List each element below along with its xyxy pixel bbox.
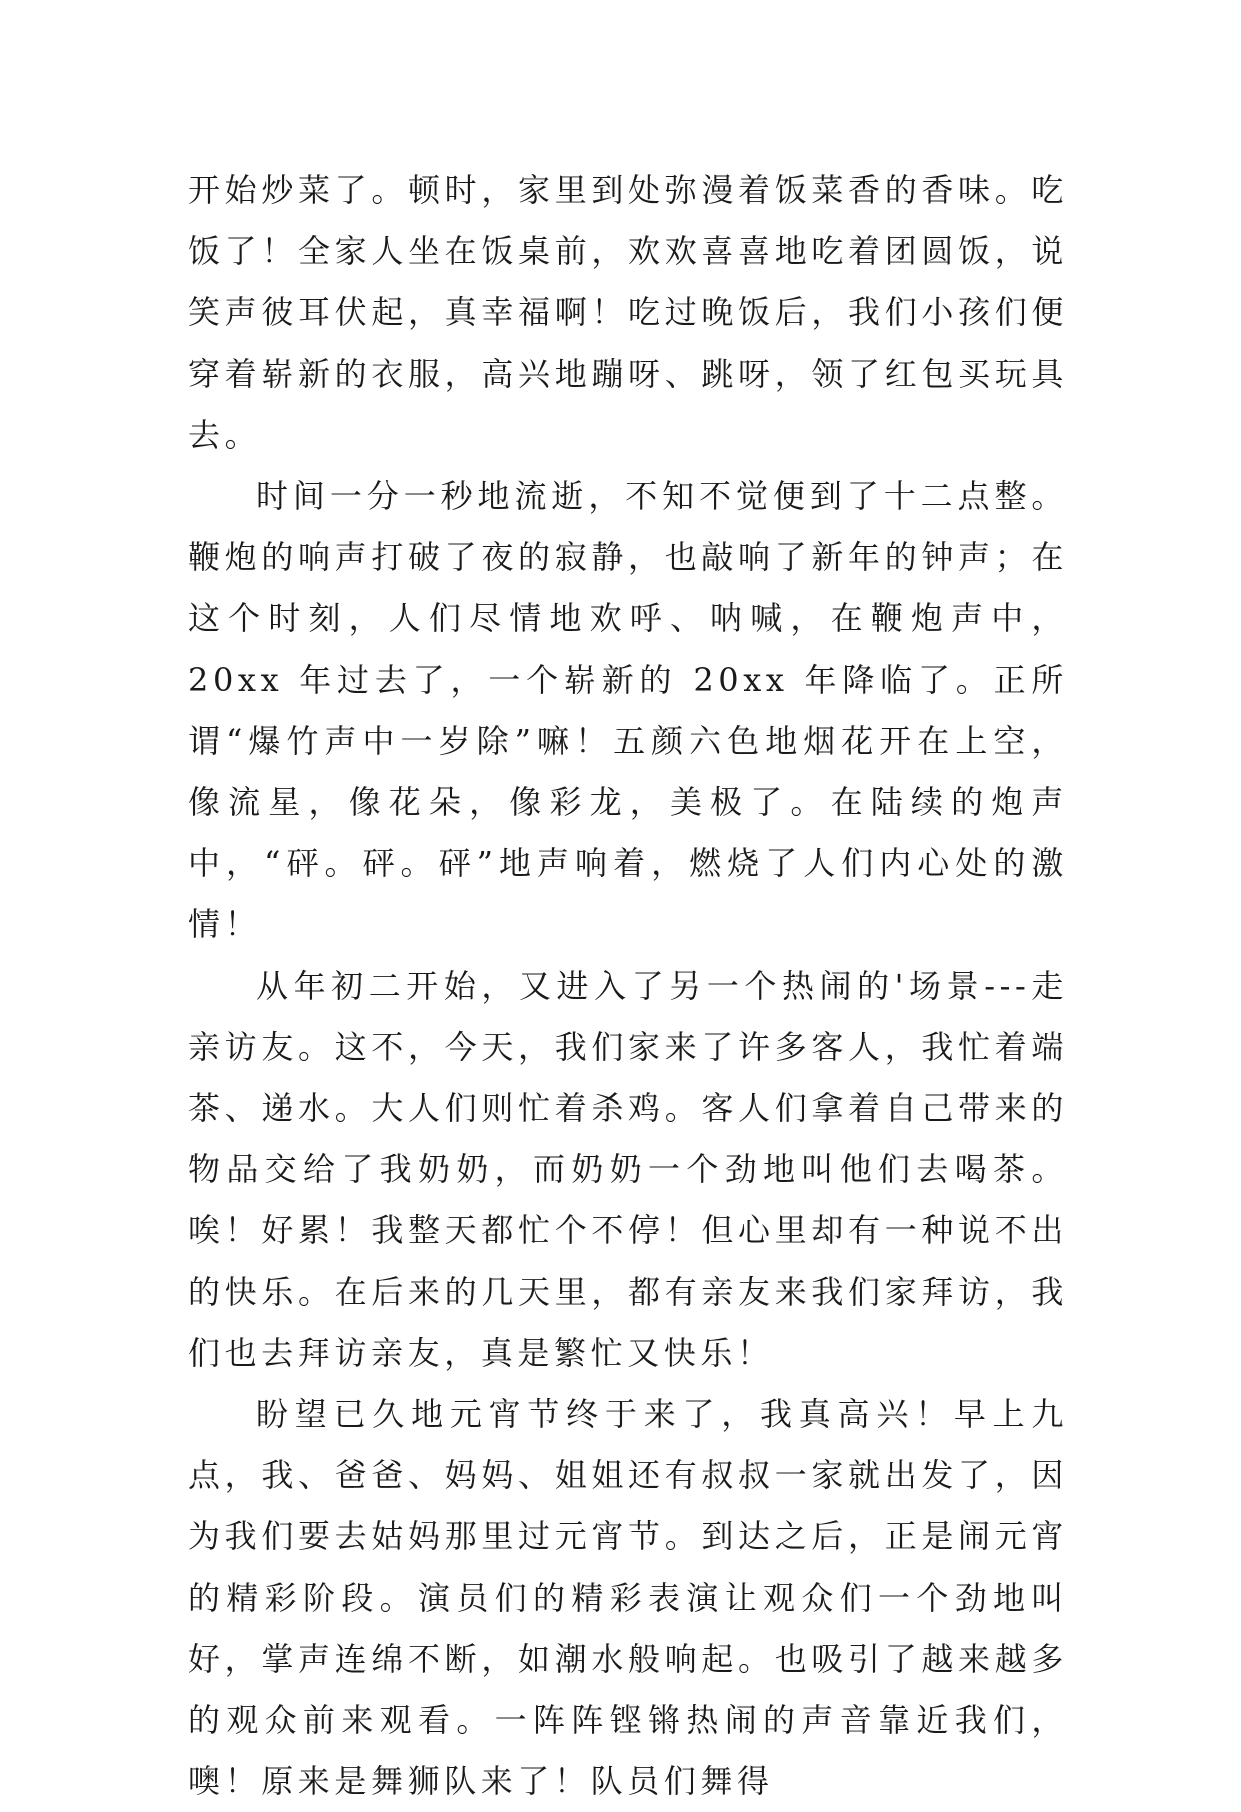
body-text xyxy=(188,160,1068,1812)
paragraph-3: 从年初二开始，又进入了另一个热闹的'场景---走亲访友。这不，今天，我们家来了许多客人，我忙着端茶、递水。大人们则忙着杀鸡。客人们拿着自己带来的物品交给了我奶奶，而奶奶一个劲地叫他们去喝茶。唉！好累！我整天都忙个不停！但心里却有一种说不出的快乐。在后来的几天里，都有亲友来我们家拜访，我们也去拜访亲友，真是繁忙又快乐！ xyxy=(188,966,1068,1372)
paragraph-1: 开始炒菜了。顿时，家里到处弥漫着饭菜香的香味。吃饭了！全家人坐在饭桌前，欢欢喜喜地吃着团圆饭，说笑声彼耳伏起，真幸福啊！吃过晚饭后，我们小孩们便穿着崭新的衣服，高兴地蹦呀、跳呀，领了红包买玩具去。 xyxy=(188,171,1068,454)
paragraph-2: 时间一分一秒地流逝，不知不觉便到了十二点整。鞭炮的响声打破了夜的寂静，也敲响了新年的钟声；在这个时刻，人们尽情地欢呼、呐喊，在鞭炮声中，20xx 年过去了，一个崭新的 20xx 年降临了。正所谓“爆竹声中一岁除”嘛！五颜六色地烟花开在上空，像流星，像花朵，像彩龙，美极了。在陆续的炮声中，“砰。砰。砰”地声响着，燃烧了人们内心处的激情！ xyxy=(188,477,1068,944)
paragraph-4: 盼望已久地元宵节终于来了，我真高兴！早上九点，我、爸爸、妈妈、姐姐还有叔叔一家就出发了，因为我们要去姑妈那里过元宵节。到达之后，正是闹元宵的精彩阶段。演员们的精彩表演让观众们一个劲地叫好，掌声连绵不断，如潮水般响起。也吸引了越来越多的观众前来观看。一阵阵铿锵热闹的声音靠近我们，噢！原来是舞狮队来了！队员们舞得 xyxy=(188,1395,1068,1801)
